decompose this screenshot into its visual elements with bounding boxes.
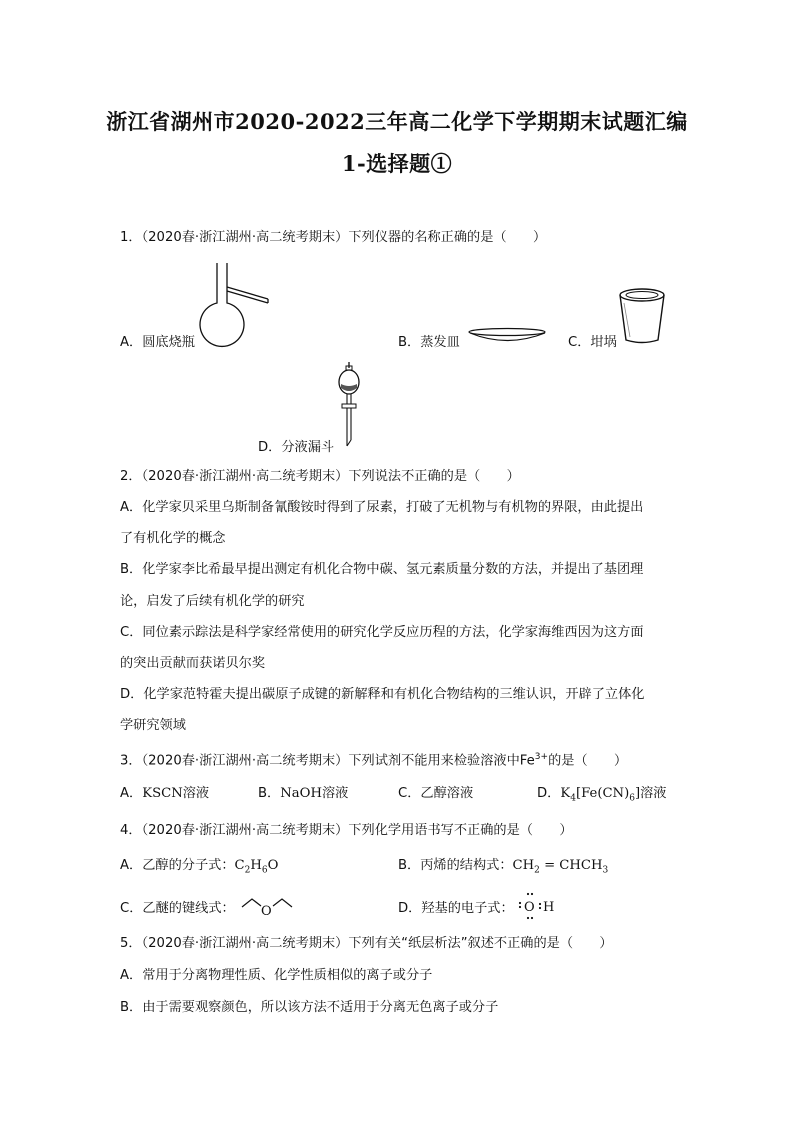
evaporating-dish-icon: [468, 326, 548, 346]
question-3-option-b: B．NaOH溶液: [258, 786, 349, 801]
question-2-option-a-line1: A．化学家贝采里乌斯制备氰酸铵时得到了尿素，打破了无机物与有机物的界限，由此提出: [120, 500, 644, 515]
question-2-option-c-line2: 的突出贡献而获诺贝尔奖: [120, 656, 266, 671]
round-bottom-flask-icon: [196, 263, 276, 347]
question-2-option-b-line1: B．化学家李比希最早提出测定有机化合物中碳、氢元素质量分数的方法，并提出了基团理: [120, 562, 644, 577]
hydroxyl-hydrogen-atom: H: [543, 900, 555, 915]
question-1-option-d: D．分液漏斗: [258, 440, 335, 455]
charge-superscript: 3+: [534, 752, 549, 762]
hydroxyl-oxygen-atom: O: [524, 900, 535, 915]
question-4-stem: 4．（2020春·浙江湖州·高二统考期末）下列化学用语书写不正确的是（ ）: [120, 823, 573, 838]
question-2-option-d-line2: 学研究领域: [120, 718, 186, 733]
question-2-option-d-line1: D．化学家范特霍夫提出碳原子成键的新解释和有机化合物结构的三维认识，开辟了立体化: [120, 687, 645, 702]
question-4-option-c: C．乙醚的键线式：: [120, 901, 235, 916]
question-4-option-a: A．乙醇的分子式：$C_2H_6O$: [120, 858, 279, 876]
question-3-option-d: D．$K_4[Fe(CN)_6]$溶液: [537, 786, 667, 804]
crucible-icon: [618, 287, 666, 345]
question-3-stem: 3．（2020春·浙江湖州·高二统考期末）下列试剂不能用来检验溶液中$Fe^{3+}$的是（ ）: [120, 752, 628, 769]
question-5-option-a: A．常用于分离物理性质、化学性质相似的离子或分子: [120, 968, 433, 983]
question-2-option-b-line2: 论，启发了后续有机化学的研究: [120, 594, 305, 609]
document-title-line1: 浙江省湖州市2020-2022三年高二化学下学期期末试题汇编: [106, 109, 688, 134]
question-1-option-c: C．坩埚: [568, 335, 617, 350]
question-1-option-a: A．圆底烧瓶: [120, 335, 195, 350]
ether-oxygen-atom: O: [261, 904, 272, 919]
question-2-option-a-line2: 了有机化学的概念: [120, 531, 226, 546]
question-1-option-b: B．蒸发皿: [398, 335, 460, 350]
question-5-stem: 5．（2020春·浙江湖州·高二统考期末）下列有关“纸层析法”叙述不正确的是（ ）: [120, 936, 613, 951]
question-4-option-b: B．丙烯的结构式：$CH_2$ = $CHCH_3$: [398, 858, 609, 876]
question-5-option-b: B．由于需要观察颜色，所以该方法不适用于分离无色离子或分子: [120, 1000, 499, 1015]
question-2-option-c-line1: C．同位素示踪法是科学家经常使用的研究化学反应历程的方法，化学家海维西因为这方面: [120, 625, 644, 640]
question-3-option-c: C．乙醇溶液: [398, 786, 474, 801]
question-2-stem: 2．（2020春·浙江湖州·高二统考期末）下列说法不正确的是（ ）: [120, 469, 520, 484]
separatory-funnel-icon: [334, 362, 364, 448]
document-title-line2: 1-选择题①: [341, 151, 453, 176]
question-1-stem: 1．（2020春·浙江湖州·高二统考期末）下列仪器的名称正确的是（ ）: [120, 230, 547, 245]
question-3-option-a: A．KSCN溶液: [120, 786, 210, 801]
question-4-option-d: D．羟基的电子式：: [398, 901, 514, 916]
